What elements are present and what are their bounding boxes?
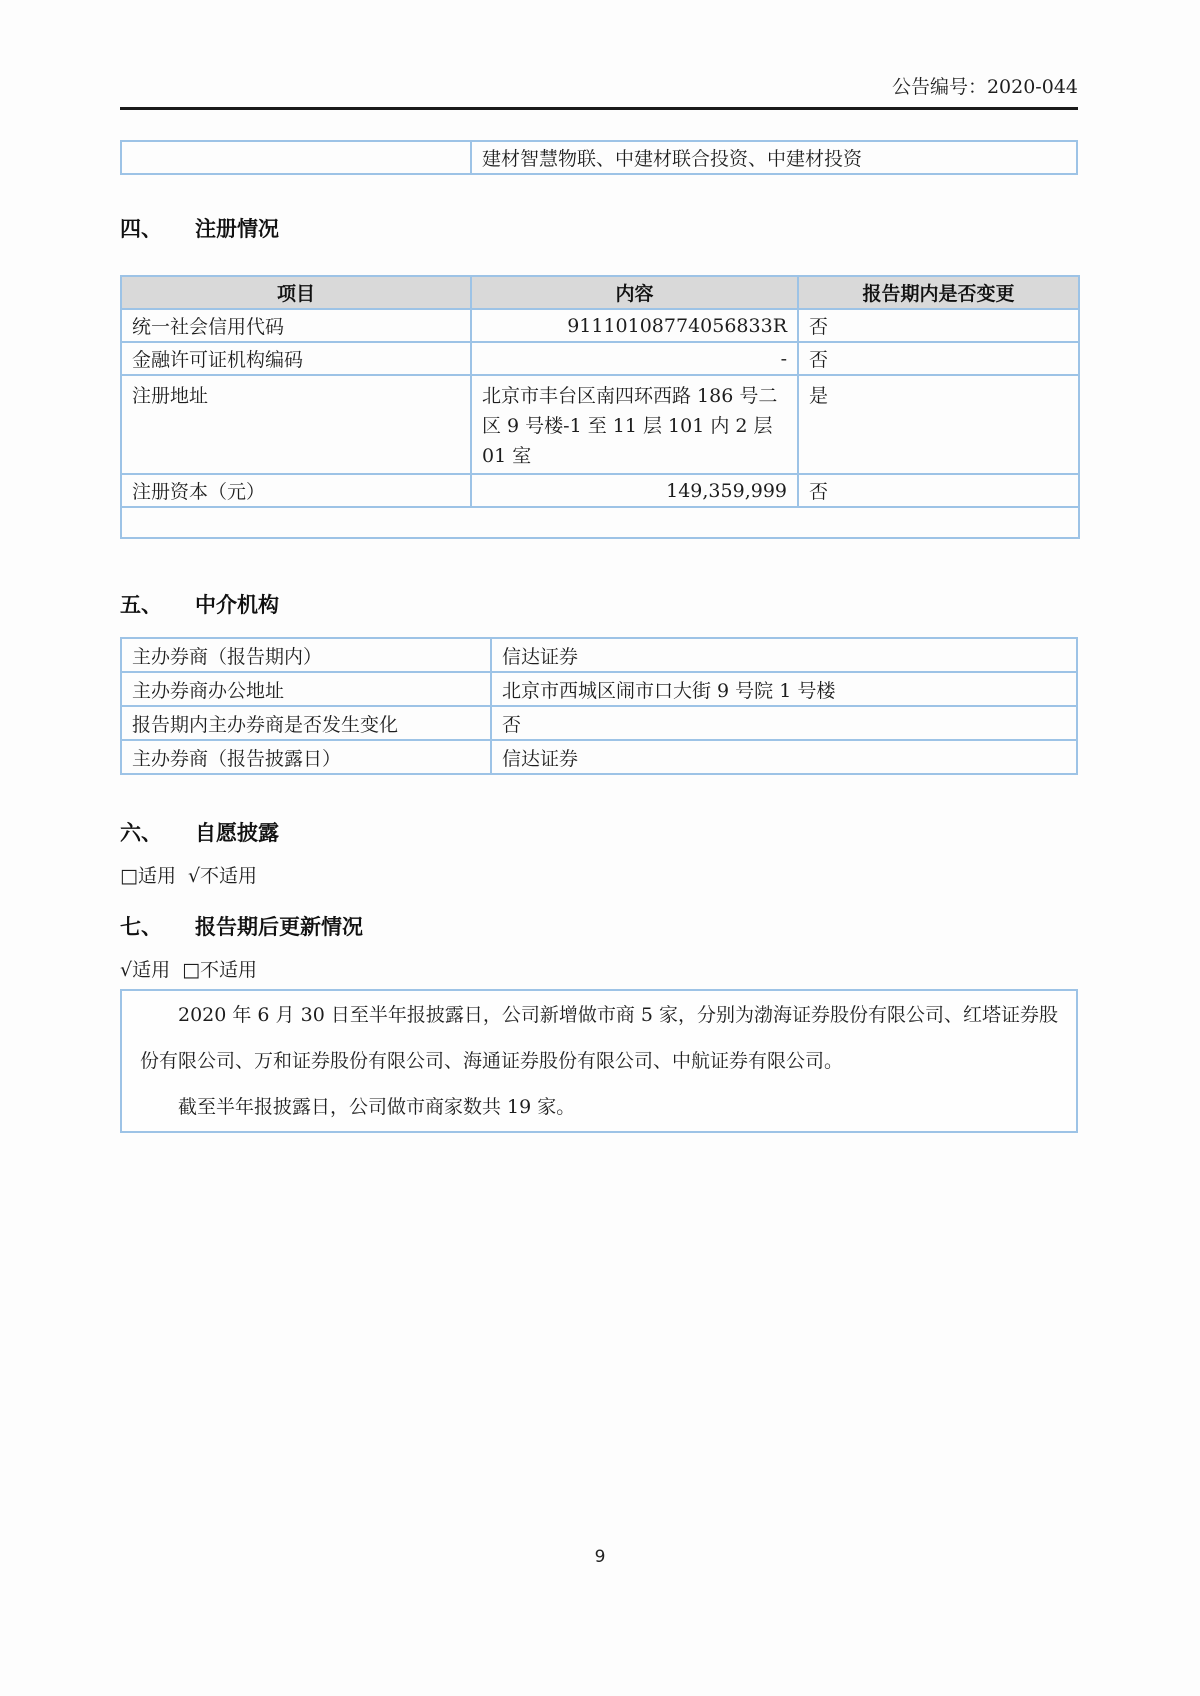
table-row [121, 507, 1079, 538]
announcement-number: 公告编号：2020-044 [891, 76, 1078, 98]
value-cell: 北京市西城区闹市口大街 9 号院 1 号楼 [491, 672, 1077, 706]
table-row [121, 706, 1077, 740]
section-4-number: 四、 [120, 217, 162, 241]
document-content [120, 0, 1078, 1133]
section-7-title-text: 报告期后更新情况 [195, 915, 363, 939]
section-7-title [120, 913, 1078, 941]
update-paragraph: 2020 年 6 月 30 日至半年报披露日，公司新增做市商 5 家，分别为渤海证券股份有限公司、红塔证券股份有限公司、万和证券股份有限公司、海通证券股份有限公司、中航证券有限公司。 [140, 1004, 1058, 1072]
table-row [121, 672, 1077, 706]
applicable-checkbox-option: □适用 [120, 865, 176, 887]
table-row [121, 474, 1079, 507]
changed-cell: 否 [798, 309, 1079, 342]
section-5-number: 五、 [120, 593, 162, 617]
header-changed: 报告期内是否变更 [798, 276, 1079, 309]
empty-row-cell [121, 507, 1079, 538]
table-row [121, 375, 1079, 474]
intermediary-table [120, 637, 1078, 775]
content-cell: - [471, 342, 798, 375]
page-number: 9 [594, 1547, 606, 1567]
label-cell: 主办券商（报告期内） [121, 638, 491, 672]
value-cell: 否 [491, 706, 1077, 740]
section-4-title-text: 注册情况 [195, 217, 279, 241]
label-cell: 主办券商办公地址 [121, 672, 491, 706]
table-row [121, 638, 1077, 672]
not-applicable-checkbox-option: □不适用 [182, 959, 258, 981]
changed-cell: 是 [798, 375, 1079, 474]
section-6-applicability [120, 863, 1078, 889]
value-cell: 信达证券 [491, 740, 1077, 774]
table-header-row [121, 276, 1079, 309]
item-cell: 金融许可证机构编码 [121, 342, 471, 375]
header-content: 内容 [471, 276, 798, 309]
changed-cell: 否 [798, 474, 1079, 507]
section-7-applicability [120, 957, 1078, 983]
item-cell: 统一社会信用代码 [121, 309, 471, 342]
content-cell: 91110108774056833R [471, 309, 798, 342]
section-4-title [120, 215, 1078, 243]
not-applicable-checkbox-option: √不适用 [187, 865, 258, 887]
value-cell: 信达证券 [491, 638, 1077, 672]
table-row [121, 342, 1079, 375]
table-row [121, 309, 1079, 342]
carryover-item-cell [121, 141, 471, 174]
item-cell: 注册资本（元） [121, 474, 471, 507]
section-6-title [120, 819, 1078, 847]
carryover-table [120, 140, 1078, 175]
label-cell: 主办券商（报告披露日） [121, 740, 491, 774]
section-6-title-text: 自愿披露 [195, 821, 279, 845]
header-rule [120, 107, 1078, 110]
carryover-content-cell: 建材智慧物联、中建材联合投资、中建材投资 [471, 141, 1077, 174]
update-paragraph: 截至半年报披露日，公司做市商家数共 19 家。 [178, 1096, 576, 1118]
registration-table [120, 275, 1080, 539]
section-6-number: 六、 [120, 821, 162, 845]
content-cell: 北京市丰台区南四环西路 186 号二区 9 号楼-1 至 11 层 101 内 2 层 01 室 [471, 375, 798, 474]
label-cell: 报告期内主办券商是否发生变化 [121, 706, 491, 740]
applicable-checkbox-option: √适用 [120, 959, 171, 981]
content-cell: 149,359,999 [471, 474, 798, 507]
section-5-title-text: 中介机构 [195, 593, 279, 617]
section-7-number: 七、 [120, 915, 162, 939]
table-row [121, 141, 1077, 174]
header-item: 项目 [121, 276, 471, 309]
post-period-update-box [120, 989, 1078, 1133]
changed-cell: 否 [798, 342, 1079, 375]
section-5-title [120, 591, 1078, 619]
item-cell: 注册地址 [121, 375, 471, 474]
table-row [121, 740, 1077, 774]
